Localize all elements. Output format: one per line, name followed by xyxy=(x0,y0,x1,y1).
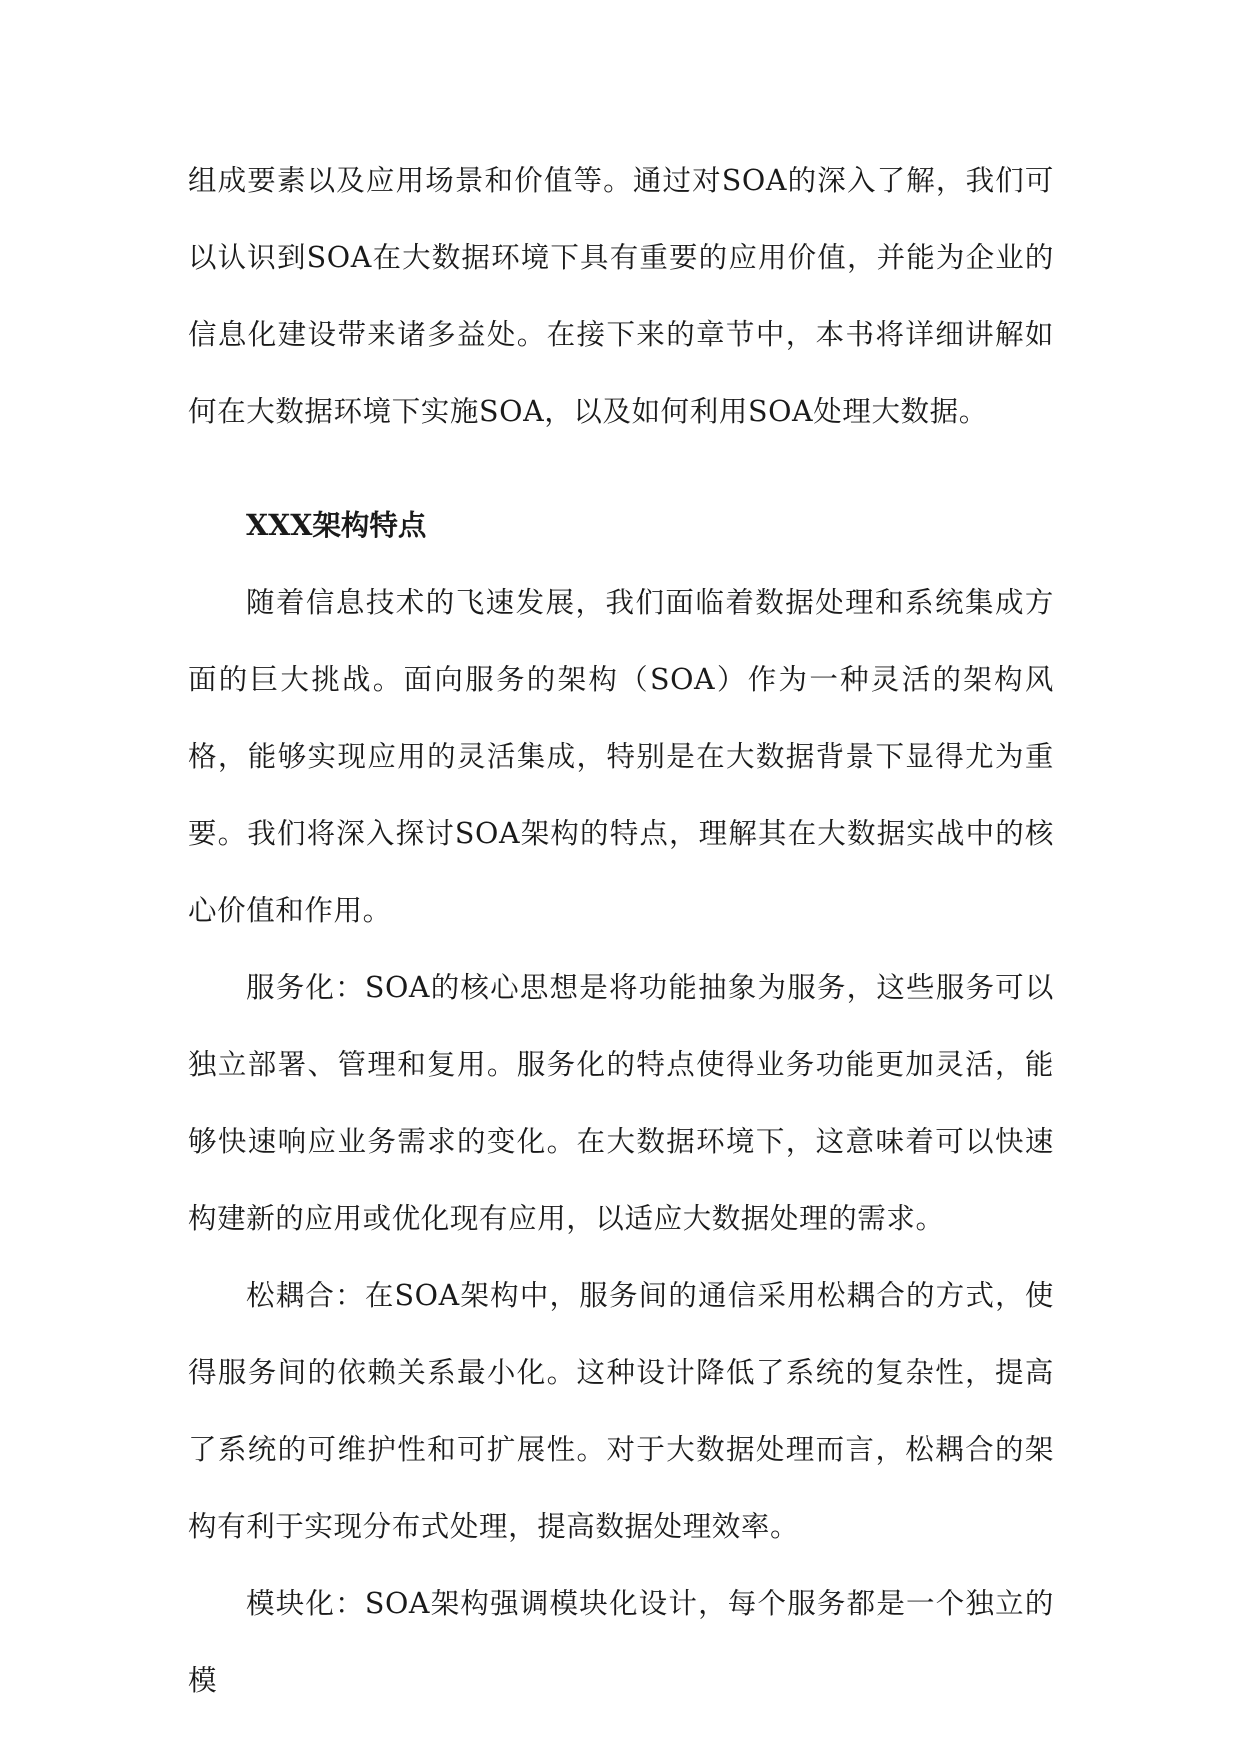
body-paragraph-continued: 组成要素以及应用场景和价值等。通过对SOA的深入了解，我们可以认识到SOA在大数据环境下具有重要的应用价值，并能为企业的信息化建设带来诸多益处。在接下来的章节中，本书将详细讲解如何在大数据环境下实施SOA，以及如何利用SOA处理大数据。 xyxy=(188,164,1054,428)
document-body xyxy=(188,142,1054,1719)
body-paragraph-intro: 随着信息技术的飞速发展，我们面临着数据处理和系统集成方面的巨大挑战。面向服务的架构（SOA）作为一种灵活的架构风格，能够实现应用的灵活集成，特别是在大数据背景下显得尤为重要。我们将深入探讨SOA架构的特点，理解其在大数据实战中的核心价值和作用。 xyxy=(188,586,1054,927)
body-paragraph-service: 服务化：SOA的核心思想是将功能抽象为服务，这些服务可以独立部署、管理和复用。服务化的特点使得业务功能更加灵活，能够快速响应业务需求的变化。在大数据环境下，这意味着可以快速构建新的应用或优化现有应用，以适应大数据处理的需求。 xyxy=(188,971,1054,1235)
body-paragraph-loose-coupling: 松耦合：在SOA架构中，服务间的通信采用松耦合的方式，使得服务间的依赖关系最小化。这种设计降低了系统的复杂性，提高了系统的可维护性和可扩展性。对于大数据处理而言，松耦合的架构有利于实现分布式处理，提高数据处理效率。 xyxy=(188,1279,1054,1543)
section-heading: XXX架构特点 xyxy=(246,508,427,542)
body-paragraph-modularity: 模块化：SOA架构强调模块化设计，每个服务都是一个独立的模 xyxy=(188,1587,1054,1697)
